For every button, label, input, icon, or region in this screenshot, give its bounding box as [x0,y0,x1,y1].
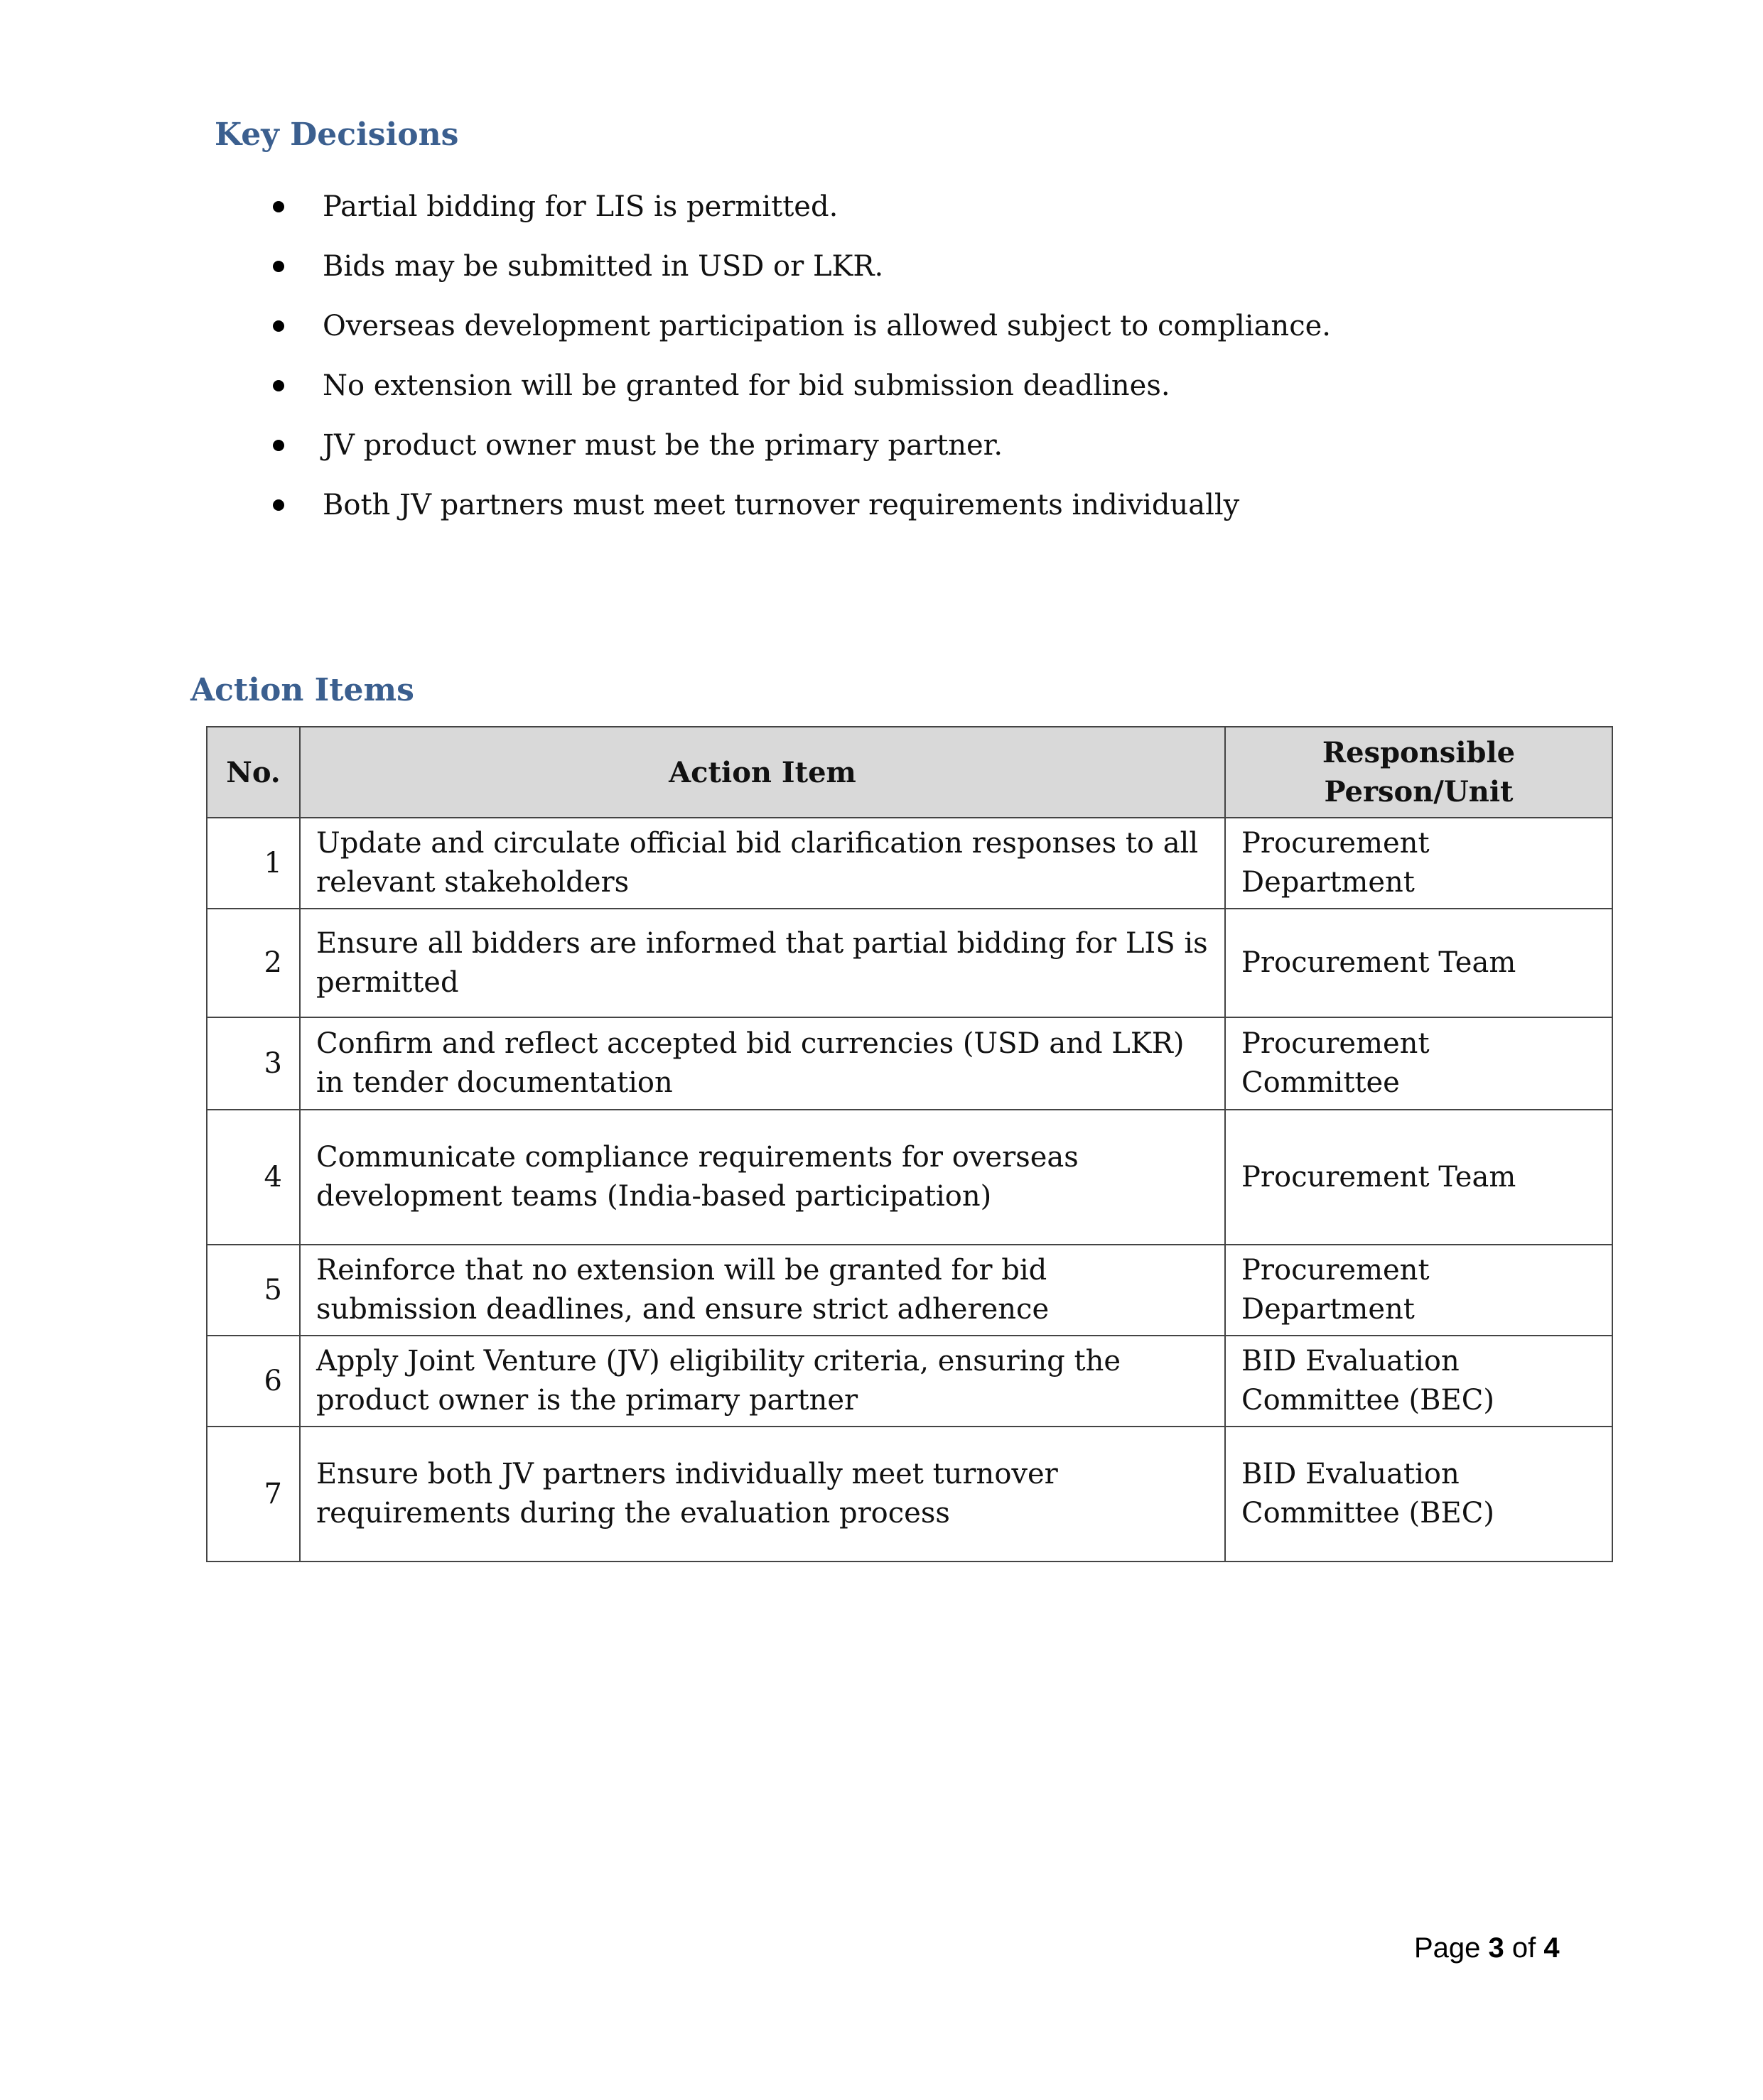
total-pages-number: 4 [1543,1932,1560,1964]
action-item-text: Ensure all bidders are informed that partial bidding for LIS is permitted [300,909,1225,1017]
action-items-heading: Action Items [190,672,414,708]
decision-text: JV product owner must be the primary partner. [323,429,1003,462]
decision-text: No extension will be granted for bid submission deadlines. [323,369,1170,402]
table-row [207,1017,1612,1110]
action-item-text: Update and circulate official bid clarification responses to all relevant stakeholders [300,818,1225,909]
table-row [207,1336,1612,1427]
bullet-icon [273,320,284,332]
of-label: of [1511,1932,1536,1964]
responsible-unit: Procurement Team [1225,909,1612,1017]
current-page-number: 3 [1488,1932,1504,1964]
row-number: 7 [207,1427,300,1562]
responsible-unit: BID Evaluation Committee (BEC) [1225,1427,1612,1562]
action-items-table [206,726,1613,1562]
row-number: 6 [207,1336,300,1427]
responsible-unit: Procurement Department [1225,818,1612,909]
list-item [263,186,1331,246]
row-number: 1 [207,818,300,909]
table-row [207,818,1612,909]
row-number: 3 [207,1017,300,1110]
decision-text: Partial bidding for LIS is permitted. [323,190,839,223]
table-header-row [207,727,1612,818]
action-item-text: Apply Joint Venture (JV) eligibility criteria, ensuring the product owner is the primary partner [300,1336,1225,1427]
table-row [207,1427,1612,1562]
table-row [207,1110,1612,1245]
list-item [263,485,1331,544]
responsible-unit: Procurement Team [1225,1110,1612,1245]
table-row [207,909,1612,1017]
key-decisions-heading: Key Decisions [215,117,459,153]
responsible-unit: BID Evaluation Committee (BEC) [1225,1336,1612,1427]
responsible-unit: Procurement Committee [1225,1017,1612,1110]
list-item [263,425,1331,485]
list-item [263,305,1331,365]
page-footer [1414,1932,1560,1964]
table-row [207,1245,1612,1336]
key-decisions-list [263,186,1331,544]
decision-text: Both JV partners must meet turnover requirements individually [323,489,1240,521]
bullet-icon [273,499,284,511]
action-item-text: Ensure both JV partners individually meet turnover requirements during the evaluation process [300,1427,1225,1562]
decision-text: Overseas development participation is allowed subject to compliance. [323,310,1331,342]
bullet-icon [273,261,284,272]
action-item-text: Communicate compliance requirements for overseas development teams (India-based participation) [300,1110,1225,1245]
row-number: 5 [207,1245,300,1336]
bullet-icon [273,201,284,212]
page-label: Page [1414,1932,1481,1964]
action-item-text: Confirm and reflect accepted bid currencies (USD and LKR) in tender documentation [300,1017,1225,1110]
list-item [263,365,1331,425]
bullet-icon [273,440,284,451]
column-header-responsible: Responsible Person/Unit [1225,727,1612,818]
action-item-text: Reinforce that no extension will be granted for bid submission deadlines, and ensure strict adherence [300,1245,1225,1336]
row-number: 4 [207,1110,300,1245]
responsible-unit: Procurement Department [1225,1245,1612,1336]
list-item [263,246,1331,305]
bullet-icon [273,380,284,391]
column-header-action-item: Action Item [300,727,1225,818]
row-number: 2 [207,909,300,1017]
column-header-no: No. [207,727,300,818]
decision-text: Bids may be submitted in USD or LKR. [323,250,884,283]
